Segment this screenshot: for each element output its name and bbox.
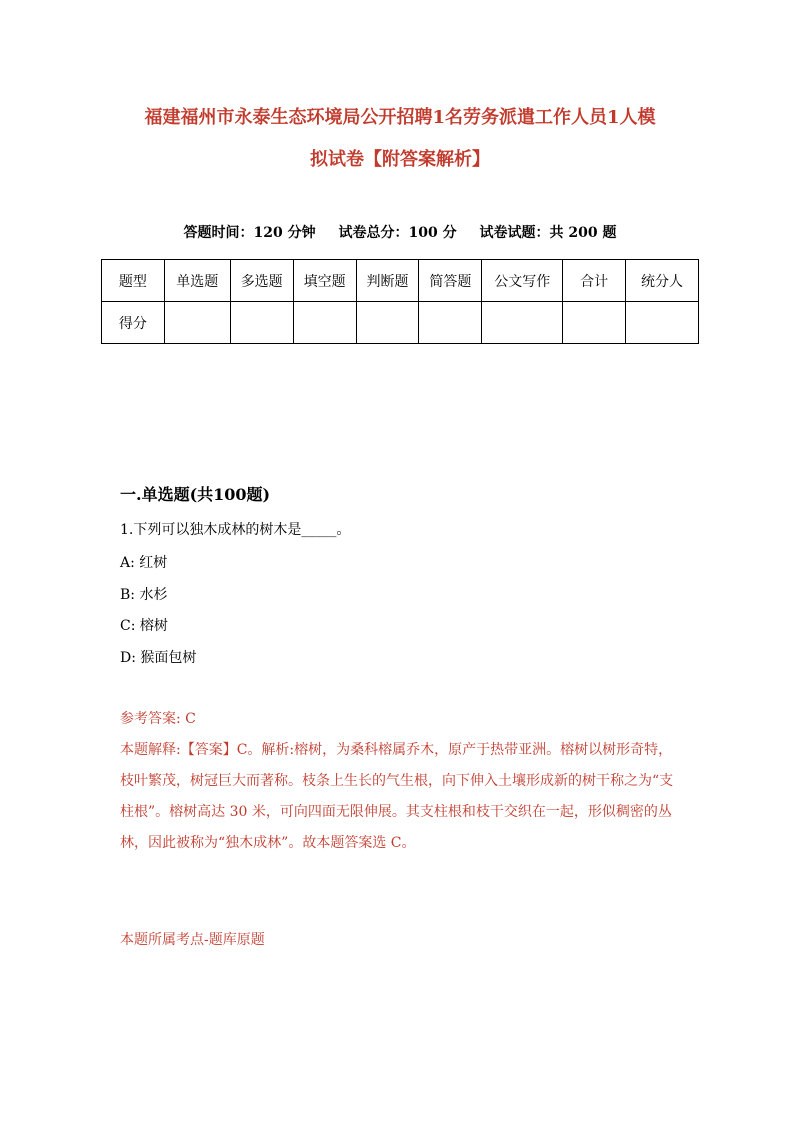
score-cell [626, 302, 699, 344]
section-title: 一.单选题(共100题) [120, 485, 271, 504]
score-cell [293, 302, 356, 344]
option-a: A: 红树 [120, 555, 168, 571]
table-header-cell: 统分人 [626, 260, 699, 302]
document-title-line2: 拟试卷【附答案解析】 [310, 149, 490, 170]
score-cell [230, 302, 293, 344]
table-header-cell: 题型 [102, 260, 165, 302]
table-header-cell: 简答题 [419, 260, 482, 302]
option-d: D: 猴面包树 [120, 650, 197, 666]
option-c: C: 榕树 [120, 618, 168, 634]
table-header-cell: 判断题 [356, 260, 419, 302]
reference-answer: 参考答案: C [120, 711, 196, 727]
table-header-cell: 多选题 [230, 260, 293, 302]
document-title-line1: 福建福州市永泰生态环境局公开招聘1名劳务派遣工作人员1人模 [144, 107, 656, 128]
exam-question-count: 试卷试题：共 200 题 [479, 225, 617, 241]
knowledge-point: 本题所属考点-题库原题 [120, 932, 265, 948]
table-header-cell: 合计 [563, 260, 626, 302]
answer-explanation: 本题解释:【答案】C。解析:榕树，为桑科榕属乔木，原产于热带亚洲。榕树以树形奇特，枝叶繁茂，树冠巨大而著称。枝条上生长的气生根，向下伸入土壤形成新的树干称之为“支柱根”。榕树高达 30 米，可向四面无限伸展。其支柱根和枝干交织在一起，形似稠密的丛林，因此被称为“独木成林”。故本题答案选 C。 [120, 742, 674, 851]
option-b: B: 水杉 [120, 587, 168, 603]
exam-time: 答题时间：120 分钟 [183, 225, 316, 241]
table-header-cell: 单选题 [164, 260, 230, 302]
score-table [101, 259, 699, 344]
score-cell [356, 302, 419, 344]
score-table-score-row [102, 302, 699, 344]
table-header-cell: 公文写作 [482, 260, 563, 302]
exam-meta [100, 222, 700, 242]
question-stem: 1.下列可以独木成林的树木是_____。 [120, 522, 351, 538]
table-header-cell: 填空题 [293, 260, 356, 302]
score-row-label: 得分 [102, 302, 165, 344]
score-table-header-row [102, 260, 699, 302]
exam-total-score: 试卷总分：100 分 [338, 225, 457, 241]
score-cell [164, 302, 230, 344]
score-cell [419, 302, 482, 344]
score-cell [563, 302, 626, 344]
score-cell [482, 302, 563, 344]
